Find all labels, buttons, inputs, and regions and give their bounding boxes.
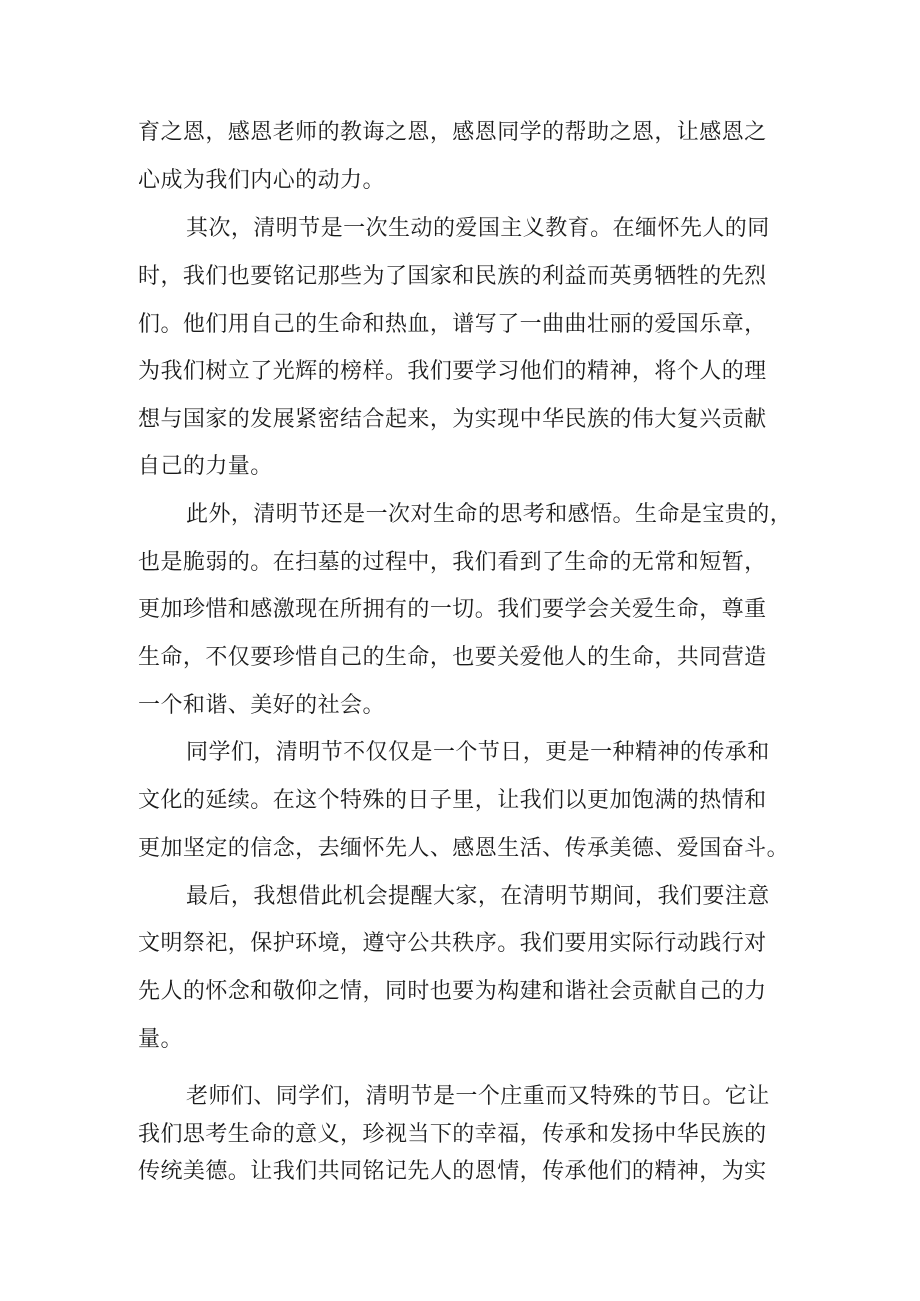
- paragraph-start: 老师们、同学们，清明节是一个庄重而又特殊的节日。它让: [186, 1084, 770, 1109]
- text-line: 先人的怀念和敬仰之情，同时也要为构建和谐社会贡献自己的力: [138, 979, 767, 1004]
- text-line: 们。他们用自己的生命和热血，谱写了一曲曲壮丽的爱国乐章，: [138, 312, 767, 337]
- text-line: 自己的力量。: [138, 454, 273, 479]
- text-line: 想与国家的发展紧密结合起来，为实现中华民族的伟大复兴贡献: [138, 407, 767, 432]
- text-line: 文明祭祀，保护环境，遵守公共秩序。我们要用实际行动践行对: [138, 931, 767, 956]
- text-line: 更加珍惜和感激现在所拥有的一切。我们要学会关爱生命，尊重: [138, 597, 767, 622]
- text-line: 更加坚定的信念，去缅怀先人、感恩生活、传承美德、爱国奋斗。: [138, 836, 790, 861]
- text-line: 育之恩，感恩老师的教诲之恩，感恩同学的帮助之恩，让感恩之: [138, 120, 767, 145]
- text-line: 时，我们也要铭记那些为了国家和民族的利益而英勇牺牲的先烈: [138, 264, 767, 289]
- text-line: 生命，不仅要珍惜自己的生命，也要关爱他人的生命，共同营造: [138, 645, 767, 670]
- text-line: 为我们树立了光辉的榜样。我们要学习他们的精神，将个人的理: [138, 359, 767, 384]
- paragraph-start: 同学们，清明节不仅仅是一个节日，更是一种精神的传承和: [186, 740, 770, 765]
- paragraph-start: 其次，清明节是一次生动的爱国主义教育。在缅怀先人的同: [186, 216, 770, 241]
- text-line: 传统美德。让我们共同铭记先人的恩情，传承他们的精神，为实: [138, 1159, 767, 1184]
- text-line: 也是脆弱的。在扫墓的过程中，我们看到了生命的无常和短暂，: [138, 550, 767, 575]
- text-line: 量。: [138, 1027, 183, 1052]
- paragraph-start: 最后，我想借此机会提醒大家，在清明节期间，我们要注意: [186, 884, 770, 909]
- paragraph-start: 此外，清明节还是一次对生命的思考和感悟。生命是宝贵的，: [186, 502, 793, 527]
- text-line: 一个和谐、美好的社会。: [138, 693, 385, 718]
- text-line: 文化的延续。在这个特殊的日子里，让我们以更加饱满的热情和: [138, 788, 767, 813]
- text-line: 心成为我们内心的动力。: [138, 168, 385, 193]
- text-line: 我们思考生命的意义，珍视当下的幸福，传承和发扬中华民族的: [138, 1122, 767, 1147]
